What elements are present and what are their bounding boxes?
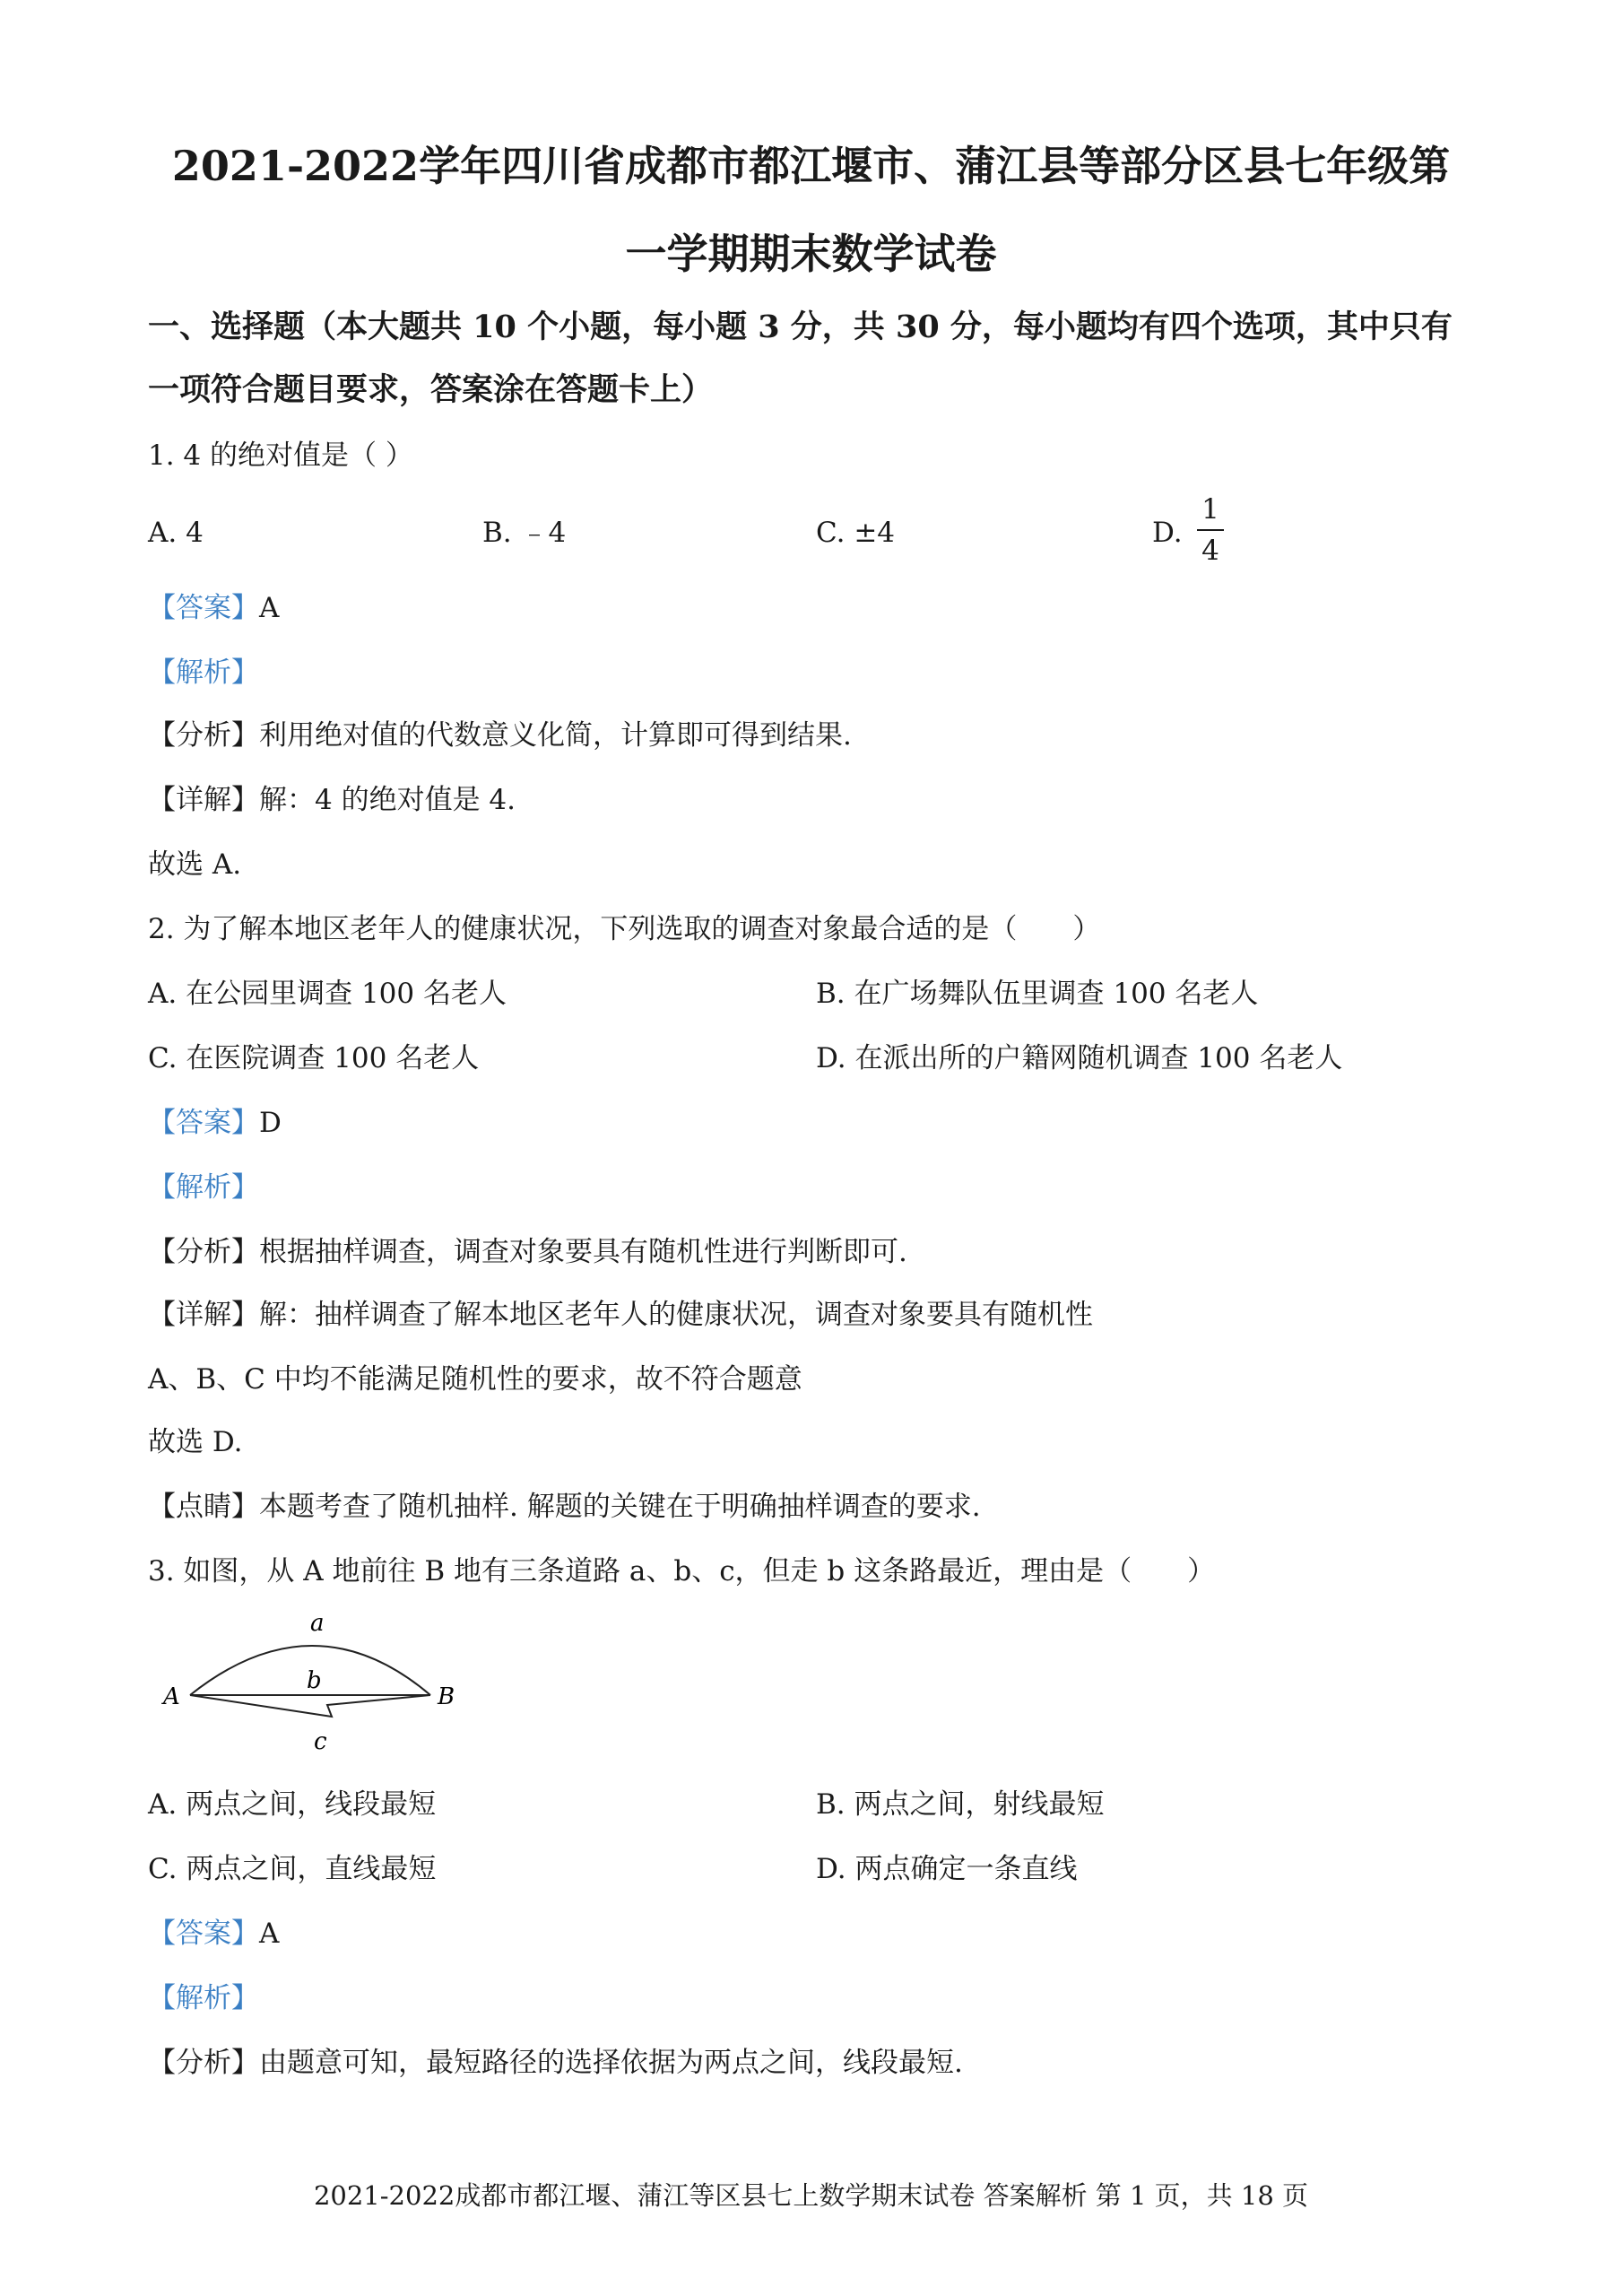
- q1-stem: 1. 4 的绝对值是（ ）: [148, 439, 413, 472]
- q3-stem: 3. 如图，从 A 地前往 B 地有三条道路 a、b、c，但走 b 这条路最近，理由是（ ）: [148, 1555, 1216, 1587]
- detail-label: 【详解】: [148, 1299, 259, 1331]
- q2-option-a: A. 在公园里调查 100 名老人: [148, 978, 507, 1010]
- q2-analysis-text: 根据抽样调查，调查对象要具有随机性进行判断即可.: [259, 1236, 907, 1268]
- q1-analysis: [148, 718, 852, 753]
- analysis-label: 【分析】: [148, 719, 259, 752]
- q3-answer-value: A: [259, 1918, 280, 1950]
- q3-option-b: B. 两点之间，射线最短: [816, 1788, 1105, 1821]
- q3-jiexi-label: 【解析】: [148, 1982, 259, 2014]
- q2-jiexi-label: 【解析】: [148, 1171, 259, 1204]
- q2-answer-value: D: [259, 1107, 282, 1139]
- q1-option-d-fraction: [1197, 493, 1224, 567]
- q1-answer-value: A: [259, 592, 280, 624]
- label-b: b: [307, 1667, 322, 1694]
- analysis-label: 【分析】: [148, 1236, 259, 1268]
- title-line-1: 2021-2022学年四川省成都市都江堰市、蒲江县等部分区县七年级第: [171, 142, 1451, 190]
- detail-label: 【详解】: [148, 784, 259, 816]
- q2-dianjing: [148, 1489, 981, 1525]
- q2-option-b: B. 在广场舞队伍里调查 100 名老人: [816, 978, 1259, 1010]
- q2-detail-text: 解：抽样调查了解本地区老年人的健康状况，调查对象要具有随机性: [259, 1299, 1093, 1331]
- title-line-2: 一学期期末数学试卷: [625, 230, 997, 278]
- answer-label: 【答案】: [148, 1918, 259, 1950]
- section-heading-line-2: 一项符合题目要求，答案涂在答题卡上）: [148, 371, 714, 408]
- q1-detail: [148, 782, 516, 818]
- q2-conclusion: 故选 D.: [148, 1426, 243, 1458]
- answer-label: 【答案】: [148, 1107, 259, 1139]
- q3-option-c: C. 两点之间，直线最短: [148, 1853, 437, 1885]
- fraction-denominator: 4: [1201, 535, 1219, 567]
- q2-option-c: C. 在医院调查 100 名老人: [148, 1042, 480, 1074]
- q3-analysis: [148, 2045, 963, 2081]
- q3-option-d: D. 两点确定一条直线: [816, 1853, 1078, 1885]
- q3-road-figure: [152, 1605, 475, 1758]
- q2-detail: [148, 1297, 1093, 1333]
- dianjing-label: 【点睛】: [148, 1491, 259, 1523]
- page-footer: 2021-2022成都市都江堰、蒲江等区县七上数学期末试卷 答案解析 第 1 页，共 18 页: [313, 2180, 1309, 2211]
- label-point-a: A: [163, 1683, 180, 1710]
- q3-analysis-text: 由题意可知，最短路径的选择依据为两点之间，线段最短.: [259, 2047, 963, 2079]
- q2-analysis: [148, 1234, 907, 1270]
- label-point-b: B: [438, 1683, 455, 1710]
- q1-option-d: D.: [1152, 517, 1183, 549]
- q2-stem: 2. 为了解本地区老年人的健康状况，下列选取的调查对象最合适的是（ ）: [148, 913, 1101, 945]
- analysis-label: 【分析】: [148, 2047, 259, 2079]
- q2-answer: [148, 1105, 282, 1141]
- q1-conclusion: 故选 A.: [148, 848, 242, 881]
- section-heading-line-1: 一、选择题（本大题共 10 个小题，每小题 3 分，共 30 分，每小题均有四个选项，其中只有: [148, 309, 1453, 345]
- q3-option-a: A. 两点之间，线段最短: [148, 1788, 437, 1821]
- q1-option-c: C. ±4: [816, 517, 896, 549]
- answer-label: 【答案】: [148, 592, 259, 624]
- label-a: a: [310, 1610, 325, 1637]
- q1-option-a: A. 4: [148, 517, 204, 549]
- q1-detail-text: 解：4 的绝对值是 4.: [259, 784, 516, 816]
- fraction-bar: [1197, 529, 1224, 531]
- fraction-numerator: 1: [1201, 493, 1219, 526]
- q2-dianjing-text: 本题考查了随机抽样. 解题的关键在于明确抽样调查的要求.: [259, 1491, 981, 1523]
- q1-answer: [148, 590, 279, 626]
- q3-answer: [148, 1916, 279, 1952]
- q1-analysis-text: 利用绝对值的代数意义化简，计算即可得到结果.: [259, 719, 852, 752]
- q2-detail-2: A、B、C 中均不能满足随机性的要求，故不符合题意: [148, 1363, 802, 1396]
- label-c: c: [314, 1728, 327, 1755]
- q1-option-b: B. ﹣4: [482, 517, 567, 549]
- road-c-path: [190, 1695, 430, 1717]
- q1-jiexi-label: 【解析】: [148, 657, 259, 689]
- q2-option-d: D. 在派出所的户籍网随机调查 100 名老人: [816, 1042, 1343, 1074]
